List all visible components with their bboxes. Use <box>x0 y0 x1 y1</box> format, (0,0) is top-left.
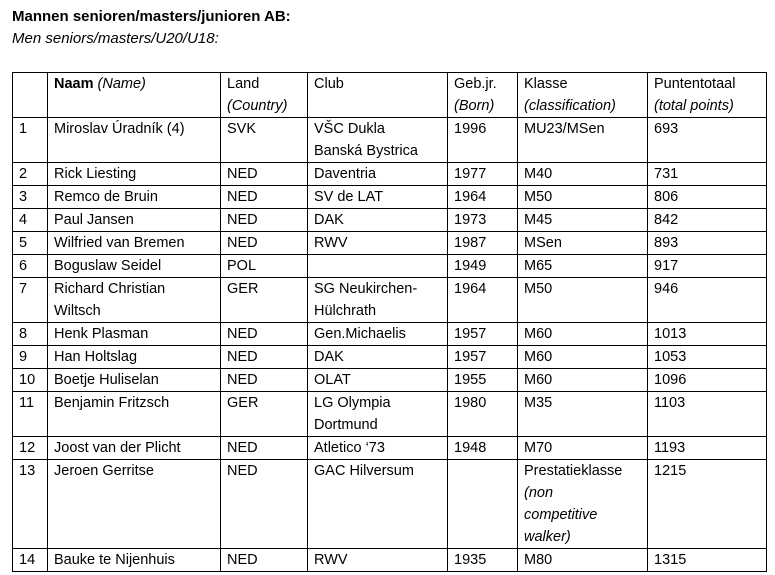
cell-rank: 14 <box>13 549 48 572</box>
cell-points: 1013 <box>648 323 767 346</box>
cell-class: M35 <box>518 392 648 437</box>
cell-club: Gen.Michaelis <box>308 323 448 346</box>
cell-country: NED <box>221 369 308 392</box>
cell-class: M60 <box>518 346 648 369</box>
cell-name: Paul Jansen <box>48 209 221 232</box>
header-row <box>13 73 767 118</box>
cell-points: 1193 <box>648 437 767 460</box>
header-country: Land (Country) <box>221 73 308 118</box>
cell-country: SVK <box>221 118 308 163</box>
cell-born: 1980 <box>448 392 518 437</box>
cell-rank: 6 <box>13 255 48 278</box>
cell-name: Han Holtslag <box>48 346 221 369</box>
cell-club: DAK <box>308 209 448 232</box>
cell-country: POL <box>221 255 308 278</box>
cell-name: Richard Christian Wiltsch <box>48 278 221 323</box>
cell-class: M40 <box>518 163 648 186</box>
header-rank <box>13 73 48 118</box>
cell-country: NED <box>221 346 308 369</box>
cell-rank: 12 <box>13 437 48 460</box>
header-name: Naam (Name) <box>48 73 221 118</box>
cell-points: 731 <box>648 163 767 186</box>
cell-name: Boetje Huliselan <box>48 369 221 392</box>
table-row <box>13 460 767 549</box>
cell-points: 946 <box>648 278 767 323</box>
cell-name: Bauke te Nijenhuis <box>48 549 221 572</box>
table-row <box>13 369 767 392</box>
cell-club: DAK <box>308 346 448 369</box>
cell-class: M50 <box>518 186 648 209</box>
cell-club: RWV <box>308 232 448 255</box>
header-club: Club <box>308 73 448 118</box>
header-points: Puntentotaal (total points) <box>648 73 767 118</box>
cell-rank: 11 <box>13 392 48 437</box>
cell-country: NED <box>221 232 308 255</box>
cell-country: NED <box>221 163 308 186</box>
cell-rank: 9 <box>13 346 48 369</box>
table-row <box>13 232 767 255</box>
cell-name: Jeroen Gerritse <box>48 460 221 549</box>
cell-class: MU23/MSen <box>518 118 648 163</box>
cell-class: M50 <box>518 278 648 323</box>
cell-born: 1964 <box>448 278 518 323</box>
table-row <box>13 186 767 209</box>
cell-name: Benjamin Fritzsch <box>48 392 221 437</box>
table-row <box>13 278 767 323</box>
cell-born: 1957 <box>448 323 518 346</box>
cell-born: 1957 <box>448 346 518 369</box>
cell-points: 693 <box>648 118 767 163</box>
cell-club: VŠC Dukla Banská Bystrica <box>308 118 448 163</box>
cell-points: 1096 <box>648 369 767 392</box>
table-row <box>13 255 767 278</box>
cell-club <box>308 255 448 278</box>
cell-club: RWV <box>308 549 448 572</box>
cell-rank: 5 <box>13 232 48 255</box>
cell-country: GER <box>221 278 308 323</box>
cell-name: Joost van der Plicht <box>48 437 221 460</box>
cell-class: M60 <box>518 323 648 346</box>
cell-name: Boguslaw Seidel <box>48 255 221 278</box>
table-row <box>13 209 767 232</box>
cell-born <box>448 460 518 549</box>
cell-country: NED <box>221 549 308 572</box>
cell-born: 1964 <box>448 186 518 209</box>
cell-name: Remco de Bruin <box>48 186 221 209</box>
table-row <box>13 163 767 186</box>
cell-points: 1315 <box>648 549 767 572</box>
cell-class: M70 <box>518 437 648 460</box>
cell-rank: 8 <box>13 323 48 346</box>
cell-points: 1103 <box>648 392 767 437</box>
results-table <box>12 72 767 572</box>
cell-club: LG Olympia Dortmund <box>308 392 448 437</box>
cell-points: 917 <box>648 255 767 278</box>
cell-rank: 4 <box>13 209 48 232</box>
cell-rank: 13 <box>13 460 48 549</box>
cell-points: 806 <box>648 186 767 209</box>
cell-points: 842 <box>648 209 767 232</box>
cell-country: NED <box>221 323 308 346</box>
cell-born: 1948 <box>448 437 518 460</box>
table-row <box>13 392 767 437</box>
cell-club: SV de LAT <box>308 186 448 209</box>
cell-country: NED <box>221 460 308 549</box>
cell-name: Henk Plasman <box>48 323 221 346</box>
cell-born: 1977 <box>448 163 518 186</box>
header-class: Klasse (classification) <box>518 73 648 118</box>
results-body <box>13 118 767 572</box>
cell-rank: 3 <box>13 186 48 209</box>
cell-born: 1955 <box>448 369 518 392</box>
cell-born: 1935 <box>448 549 518 572</box>
table-row <box>13 437 767 460</box>
cell-class: M65 <box>518 255 648 278</box>
cell-class: M45 <box>518 209 648 232</box>
cell-class: Prestatieklasse (non competitive walker) <box>518 460 648 549</box>
table-row <box>13 118 767 163</box>
cell-country: GER <box>221 392 308 437</box>
cell-club: OLAT <box>308 369 448 392</box>
page-subheading: Men seniors/masters/U20/U18: <box>12 30 219 47</box>
cell-class: M80 <box>518 549 648 572</box>
table-row <box>13 549 767 572</box>
cell-country: NED <box>221 186 308 209</box>
cell-rank: 7 <box>13 278 48 323</box>
cell-club: SG Neukirchen- Hülchrath <box>308 278 448 323</box>
cell-points: 893 <box>648 232 767 255</box>
table-row <box>13 346 767 369</box>
cell-name: Rick Liesting <box>48 163 221 186</box>
cell-name: Miroslav Úradník (4) <box>48 118 221 163</box>
cell-points: 1215 <box>648 460 767 549</box>
cell-class: MSen <box>518 232 648 255</box>
cell-club: Atletico ‘73 <box>308 437 448 460</box>
cell-rank: 1 <box>13 118 48 163</box>
cell-club: Daventria <box>308 163 448 186</box>
cell-rank: 2 <box>13 163 48 186</box>
header-born: Geb.jr. (Born) <box>448 73 518 118</box>
cell-points: 1053 <box>648 346 767 369</box>
cell-class: M60 <box>518 369 648 392</box>
cell-born: 1949 <box>448 255 518 278</box>
cell-club: GAC Hilversum <box>308 460 448 549</box>
cell-country: NED <box>221 437 308 460</box>
cell-born: 1973 <box>448 209 518 232</box>
cell-born: 1987 <box>448 232 518 255</box>
cell-rank: 10 <box>13 369 48 392</box>
cell-born: 1996 <box>448 118 518 163</box>
cell-country: NED <box>221 209 308 232</box>
table-row <box>13 323 767 346</box>
cell-name: Wilfried van Bremen <box>48 232 221 255</box>
page-heading: Mannen senioren/masters/junioren AB: <box>12 8 291 25</box>
